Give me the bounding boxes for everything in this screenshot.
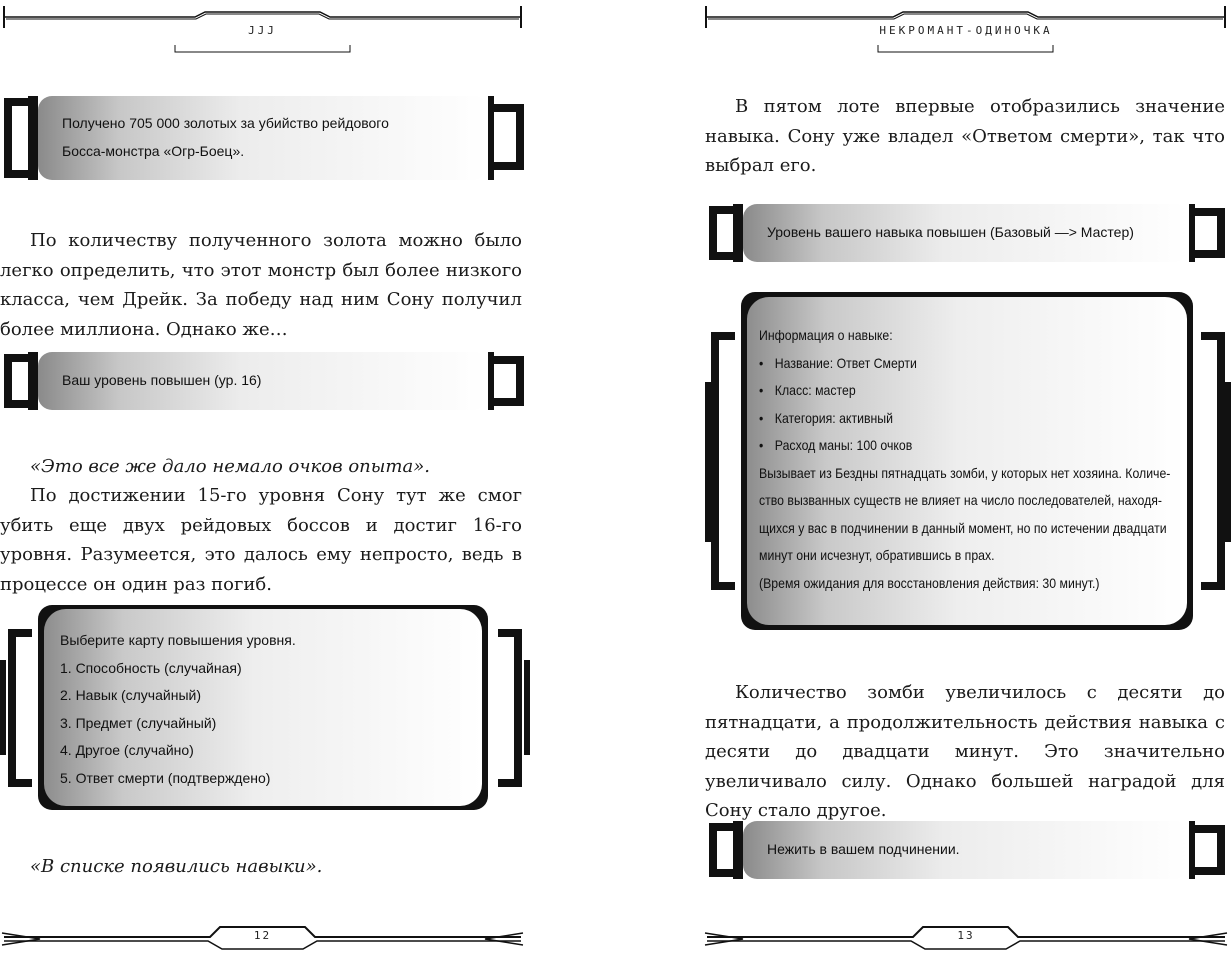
message-line: Босса-монстра «Огр-Боец». — [62, 142, 245, 159]
thought-paragraph: «Это все же дало немало очков опыта». — [30, 456, 430, 477]
skill-mana-cost: • Расход маны: 100 очков — [759, 432, 1170, 460]
left-page — [0, 0, 615, 960]
skill-description-line: минут они исчезнут, обратившись в прах. — [759, 547, 995, 563]
skill-class: • Класс: мастер — [759, 377, 1170, 405]
message-text — [62, 367, 261, 395]
page-number: 12 — [253, 929, 272, 942]
body-paragraph: По достижении 15-го уровня Сону тут же смог убить еще двух рейдовых боссов и достиг 16-го уровня. Разумеется, это далось ему непросто, ведь в процессе он один раз погиб. — [0, 485, 522, 595]
skill-category: • Категория: активный — [759, 405, 1170, 433]
right-bracket — [488, 96, 528, 180]
system-message-box — [705, 821, 1231, 879]
right-page — [615, 0, 1231, 960]
card-option: 3. Предмет (случайный) — [60, 714, 217, 731]
card-title: Выберите карту повышения уровня. — [60, 632, 296, 648]
message-line: Нежить в вашем подчинении. — [767, 841, 960, 857]
left-bracket — [0, 96, 40, 180]
left-bracket — [0, 605, 40, 810]
right-bracket — [1191, 292, 1231, 630]
card-option: 5. Ответ смерти (подтверждено) — [60, 769, 271, 786]
level-up-card-box — [0, 605, 530, 810]
body-paragraph: По количеству полученного золота можно было легко определить, что этот монстр был более низкого класса, чем Дрейк. За победу над ним Сону получил более миллиона. Однако же… — [0, 230, 522, 340]
left-bracket — [705, 292, 745, 630]
system-message-box — [705, 204, 1231, 262]
message-line: Получено 705 000 золотых за убийство рейдового — [62, 115, 389, 131]
card-option: 4. Другое (случайно) — [60, 742, 194, 758]
running-header-text: НЕКРОМАНТ-ОДИНОЧКА — [879, 24, 1053, 37]
skill-cooldown: (Время ожидания для восстановления действия: 30 минут.) — [759, 574, 1100, 591]
running-header — [703, 0, 1229, 60]
left-bracket — [705, 821, 745, 879]
skill-name: • Название: Ответ Смерти — [759, 350, 1170, 378]
left-bracket — [705, 204, 745, 262]
message-line: Уровень вашего навыка повышен (Базовый —> Мастер) — [767, 224, 1134, 240]
right-bracket — [1189, 204, 1229, 262]
page-number: 13 — [957, 929, 975, 942]
body-paragraph: Количество зомби увеличилось с десяти до пятнадцати, а продолжительность действия навыка с десяти до двадцати минут. Это значительно увеличивало силу. Однако большей наградой для Сону стало другое. — [705, 682, 1225, 821]
skill-info-box — [705, 292, 1231, 630]
message-text — [62, 110, 389, 165]
skill-description-line: щихся у вас в подчинении в данный момент, но по истечении двадцати — [759, 519, 1167, 536]
message-text — [767, 836, 960, 864]
message-text — [767, 219, 1134, 247]
left-bracket — [0, 352, 40, 410]
right-bracket — [1189, 821, 1229, 879]
skill-info-text — [759, 322, 1170, 597]
skill-info-title: Информация о навыке: — [759, 327, 893, 343]
body-paragraph: В пятом лоте впервые отобразились значение навыка. Сону уже владел «Ответом смерти», так что выбрал его. — [705, 96, 1225, 176]
running-header — [0, 0, 525, 60]
message-line: Ваш уровень повышен (ур. 16) — [62, 372, 262, 388]
system-message-box — [0, 352, 530, 410]
page-footer — [0, 915, 525, 955]
system-message-box — [0, 96, 530, 180]
card-text — [60, 627, 296, 792]
skill-description-line: ство вызванных существ не влияет на число последователей, находя- — [759, 492, 1163, 508]
skill-description-line: Вызывает из Бездны пятнадцать зомби, у которых нет хозяина. Количе- — [759, 464, 1171, 481]
thought-paragraph: «В списке появились навыки». — [30, 856, 323, 877]
page-footer — [703, 915, 1229, 955]
running-header-text: JJJ — [248, 24, 277, 37]
card-option: 2. Навык (случайный) — [60, 687, 201, 703]
right-bracket — [490, 605, 530, 810]
card-option: 1. Способность (случайная) — [60, 659, 242, 676]
right-bracket — [488, 352, 528, 410]
